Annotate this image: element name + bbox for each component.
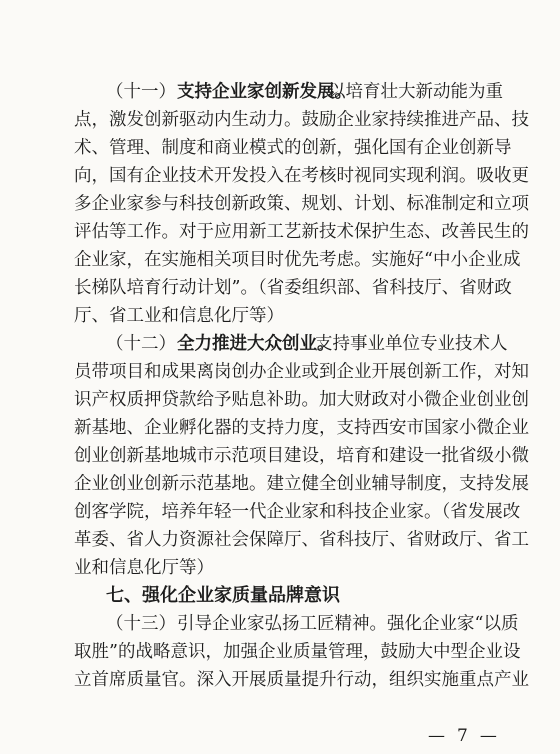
text-line <box>0 192 560 216</box>
footer-dash-right: — <box>479 726 497 746</box>
text-line-content: 革委、省人力资源社会保障厅、省科技厅、省财政厅、省工 <box>74 530 529 550</box>
item-text: 支持事业单位专业技术人 <box>315 334 508 354</box>
text-line <box>0 248 560 272</box>
text-line-content: 员带项目和成果离岗创办企业或到企业开展创新工作，对知 <box>74 362 529 382</box>
text-line <box>0 388 560 412</box>
item-text: 以培育壮大新动能为重 <box>328 82 503 102</box>
text-line <box>0 108 560 132</box>
item-title: 支持企业家创新发展。 <box>177 82 352 102</box>
text-line-content: 企业创业创新示范基地。建立健全创业辅导制度，支持发展 <box>74 474 529 494</box>
text-line-content: 创业创新基地城市示范项目建设，培育和建设一批省级小微 <box>74 446 529 466</box>
text-line-content: 点，激发创新驱动内生动力。鼓励企业家持续推进产品、技 <box>74 110 529 130</box>
text-line-content: 多企业家参与科技创新政策、规划、计划、标准制定和立项 <box>74 194 529 214</box>
page-footer <box>428 726 497 746</box>
text-line <box>0 416 560 440</box>
text-line-content: 立首席质量官。深入开展质量提升行动，组织实施重点产业 <box>74 670 529 690</box>
text-line-content: 识产权质押贷款给予贴息补助。加大财政对小微企业创业创 <box>74 390 529 410</box>
item-label: （十三） <box>106 614 176 634</box>
text-line-content: 评估等工作。对于应用新工艺新技术保护生态、改善民生的 <box>74 222 529 242</box>
footer-dash-left: — <box>428 726 445 746</box>
text-line <box>0 304 560 328</box>
item-label: （十一） <box>106 82 176 102</box>
item-text: 引导企业家弘扬工匠精神。强化企业家“以质 <box>177 614 519 634</box>
text-line-content: 取胜”的战略意识，加强企业质量管理，鼓励大中型企业设 <box>74 642 521 662</box>
text-line-content: 新基地、企业孵化器的支持力度，支持西安市国家小微企业 <box>74 418 529 438</box>
item-title: 全力推进大众创业。 <box>177 334 335 354</box>
text-line <box>0 556 560 580</box>
text-line-content: 厅、省工业和信息化厅等） <box>74 306 284 326</box>
text-line <box>0 500 560 524</box>
section-heading <box>0 584 560 608</box>
text-line <box>0 528 560 552</box>
text-line-content: 长梯队培育行动计划”。（省委组织部、省科技厅、省财政 <box>74 278 512 298</box>
text-line <box>0 668 560 692</box>
text-line <box>0 220 560 244</box>
text-line <box>0 276 560 300</box>
text-line <box>0 640 560 664</box>
text-line <box>0 360 560 384</box>
text-line <box>0 332 560 356</box>
text-line-content: 创客学院，培养年轻一代企业家和科技企业家。（省发展改 <box>74 502 521 522</box>
text-line <box>0 444 560 468</box>
item-label: （十二） <box>106 334 176 354</box>
page-number: 7 <box>457 726 468 746</box>
text-line <box>0 612 560 636</box>
text-line-content: 企业家，在实施相关项目时优先考虑。实施好“中小企业成 <box>74 250 521 270</box>
text-line <box>0 80 560 104</box>
section-heading-text: 七、强化企业家质量品牌意识 <box>106 585 340 606</box>
text-line <box>0 136 560 160</box>
text-line <box>0 164 560 188</box>
text-line-content: 术、管理、制度和商业模式的创新，强化国有企业创新导 <box>74 138 512 158</box>
text-line-content: 向，国有企业技术开发投入在考核时视同实现利润。吸收更 <box>74 166 529 186</box>
text-line <box>0 472 560 496</box>
text-line-content: 业和信息化厅等） <box>74 558 214 578</box>
